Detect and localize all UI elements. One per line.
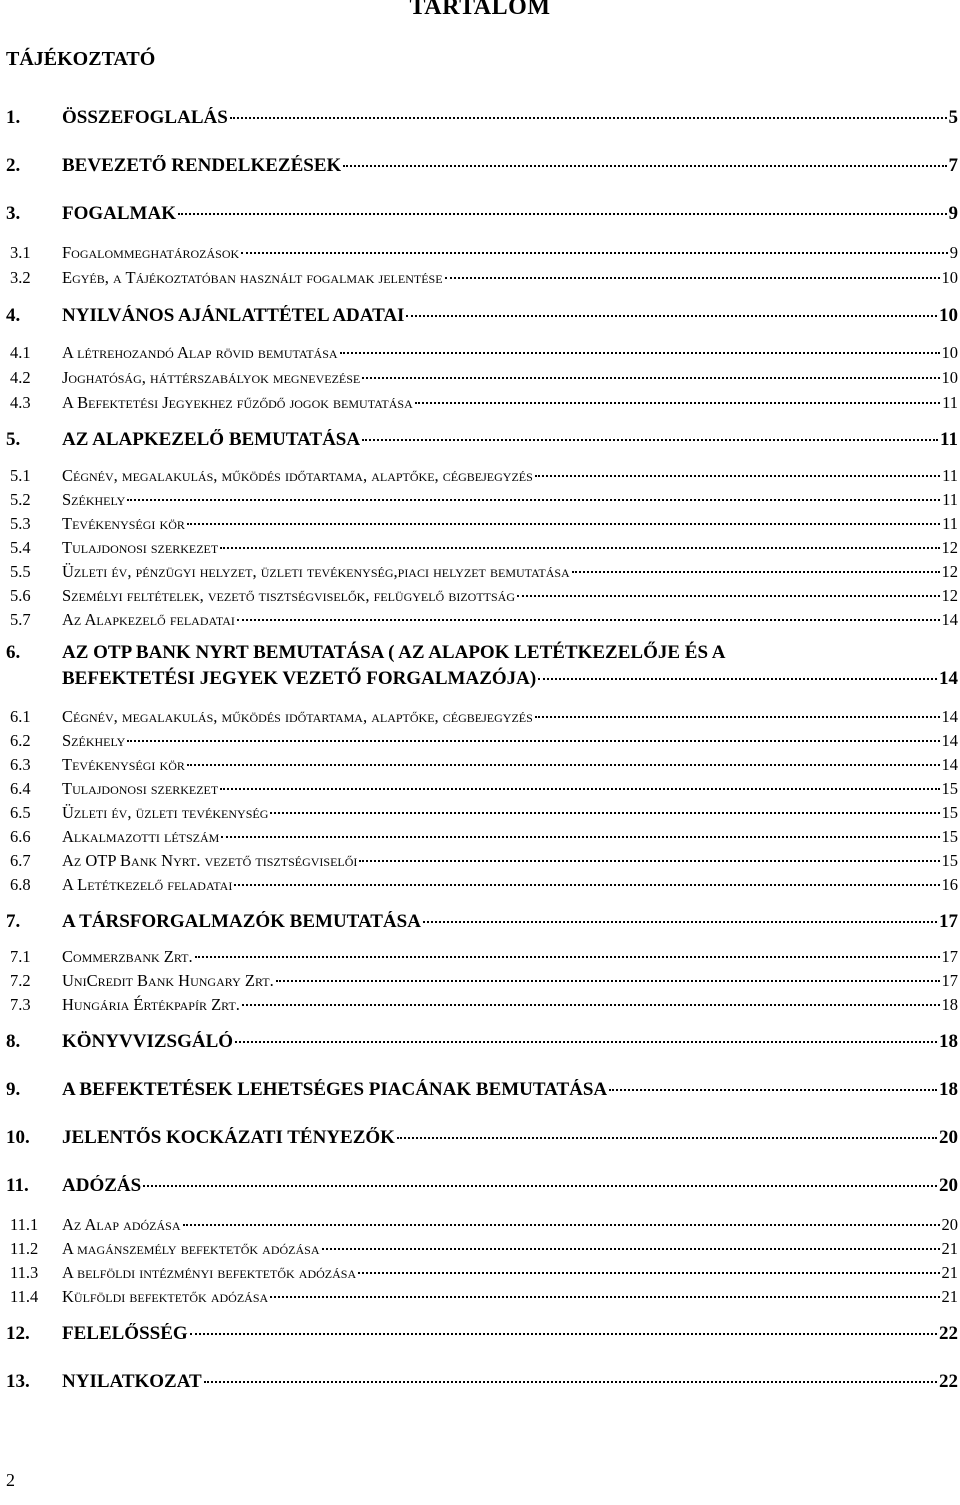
toc-entry-page: 17 (939, 911, 958, 932)
toc-entry[interactable] (6, 1079, 958, 1101)
dot-leader (535, 716, 940, 718)
toc-entry-page: 20 (939, 1175, 958, 1196)
toc-entry-title: NYILVÁNOS AJÁNLATTÉTEL ADATAI (62, 305, 405, 326)
toc-entry-title: A létrehozandó Alap rövid bemutatása (62, 343, 338, 362)
toc-entry-number: 4.1 (10, 343, 31, 362)
toc-entry-title: Tulajdonosi szerkezet (62, 779, 219, 798)
toc-entry-page: 22 (939, 1371, 958, 1392)
toc-entry-title: Commerzbank Zrt. (62, 947, 193, 966)
toc-entry-title: A magánszemély befektetők adózása (62, 1239, 320, 1258)
dot-leader (220, 788, 939, 790)
toc-entry[interactable] (6, 514, 958, 534)
toc-entry-number: 7.1 (10, 947, 31, 966)
toc-entry-number: 2. (6, 155, 21, 176)
toc-entry-title: Az OTP Bank Nyrt. vezető tisztségviselői (62, 851, 358, 870)
toc-entry-number: 11.2 (10, 1239, 39, 1258)
dot-leader (358, 1272, 939, 1274)
toc-entry[interactable] (6, 779, 958, 799)
toc-entry-page: 16 (941, 875, 958, 894)
page-number: 2 (6, 1470, 15, 1490)
toc-entry[interactable] (6, 1263, 958, 1283)
toc-entry-title: A TÁRSFORGALMAZÓK BEMUTATÁSA (62, 911, 421, 932)
dot-leader (362, 377, 939, 379)
dot-leader (406, 315, 937, 317)
dot-leader (187, 764, 940, 766)
toc-entry-page: 17 (941, 971, 958, 990)
toc-entry-number: 3.1 (10, 243, 31, 262)
toc-entry-title: Külföldi befektetők adózása (62, 1287, 269, 1306)
toc-entry-title: Hungária Értékpapír Zrt. (62, 995, 240, 1014)
toc-entry-title: FELELŐSSÉG (62, 1323, 188, 1344)
toc-entry-number: 1. (6, 107, 21, 128)
dot-leader (187, 523, 940, 525)
toc-entry-title: ÖSSZEFOGLALÁS (62, 107, 228, 128)
toc-entry-title: Tevékenységi kör (62, 514, 185, 533)
toc-entry-page: 15 (941, 827, 958, 846)
dot-leader (359, 860, 939, 862)
toc-entry-number: 7.2 (10, 971, 31, 990)
dot-leader (195, 956, 940, 958)
toc-entry-number: 6.4 (10, 779, 31, 798)
toc-entry-title: Üzleti év, üzleti tevékenység (62, 803, 269, 822)
dot-leader (415, 402, 940, 404)
dot-leader (538, 678, 937, 680)
dot-leader (204, 1381, 937, 1383)
toc-entry-number: 8. (6, 1031, 21, 1052)
toc-entry-title: Tulajdonosi szerkezet (62, 538, 219, 557)
toc-entry-number: 6.2 (10, 731, 31, 750)
dot-leader (127, 499, 940, 501)
toc-entry-page: 22 (939, 1323, 958, 1344)
toc-entry-page: 5 (948, 107, 958, 128)
toc-entry-number: 5.1 (10, 466, 31, 485)
toc-entry-title: Üzleti év, pénzügyi helyzet, üzleti tevékenység,piaci helyzet bemutatása (62, 562, 570, 581)
toc-entry[interactable] (6, 875, 958, 895)
toc-entry-page: 11 (942, 466, 958, 485)
toc-entry-title: Joghatóság, háttérszabályok megnevezése (62, 368, 361, 387)
toc-entry-number: 7. (6, 911, 21, 932)
toc-entry-number: 5.7 (10, 610, 31, 629)
toc-entry[interactable] (6, 562, 958, 582)
dot-leader (242, 1004, 940, 1006)
toc-entry[interactable] (6, 1031, 958, 1053)
page-title: TARTALOM (409, 0, 551, 20)
toc-entry-number: 13. (6, 1371, 30, 1392)
dot-leader (322, 1248, 940, 1250)
toc-entry[interactable] (6, 1323, 958, 1345)
toc-entry-title: Alkalmazotti létszám (62, 827, 220, 846)
dot-leader (235, 1041, 937, 1043)
toc-entry-page: 12 (941, 562, 958, 581)
toc-entry-page: 10 (941, 343, 958, 362)
toc-entry-title: Fogalommeghatározások (62, 243, 240, 262)
toc-entry-page: 21 (941, 1239, 958, 1258)
dot-leader (270, 812, 939, 814)
toc-entry-number: 10. (6, 1127, 30, 1148)
toc-entry[interactable] (6, 1127, 958, 1149)
toc-entry-page: 11 (942, 490, 958, 509)
toc-entry-number: 6.8 (10, 875, 31, 894)
toc-entry[interactable] (6, 803, 958, 823)
toc-entry-page: 20 (941, 1215, 958, 1234)
toc-entry-title: Székhely (62, 490, 126, 509)
toc-entry-number: 6.1 (10, 707, 31, 726)
toc-entry-number: 5.5 (10, 562, 31, 581)
toc-entry-title: Székhely (62, 731, 126, 750)
toc-entry-page: 11 (942, 514, 958, 533)
toc-entry-page: 14 (941, 755, 958, 774)
dot-leader (343, 165, 946, 167)
toc-entry-number: 4.2 (10, 368, 31, 387)
toc-entry-title: Az Alap adózása (62, 1215, 181, 1234)
toc-entry-title: A Letétkezelő feladatai (62, 875, 233, 894)
toc-entry-title: Tevékenységi kör (62, 755, 185, 774)
toc-entry-title-line1: AZ OTP BANK NYRT BEMUTATÁSA ( AZ ALAPOK LETÉTKEZELŐJE ÉS A (62, 642, 726, 663)
dot-leader (143, 1185, 937, 1187)
toc-entry[interactable] (6, 971, 958, 991)
toc-entry-title: ADÓZÁS (62, 1175, 142, 1196)
toc-entry[interactable] (6, 707, 958, 727)
toc-entry[interactable] (6, 155, 958, 177)
toc-entry-number: 11.3 (10, 1263, 39, 1282)
dot-leader (178, 213, 947, 215)
toc-entry-title: A Befektetési Jegyekhez fűződő jogok bemutatása (62, 393, 413, 412)
toc-entry-number: 6. (6, 642, 21, 663)
toc-entry[interactable] (6, 305, 958, 327)
toc-entry-title: Egyéb, a Tájékoztatóban használt fogalmak jelentése (62, 268, 443, 287)
dot-leader (362, 439, 938, 441)
toc-entry-page: 14 (941, 610, 958, 629)
toc-entry-page: 18 (941, 995, 958, 1014)
toc-entry[interactable] (6, 995, 958, 1015)
toc-entry[interactable] (6, 538, 958, 558)
toc-entry[interactable] (6, 268, 958, 288)
toc-entry-title: A BEFEKTETÉSEK LEHETSÉGES PIACÁNAK BEMUTATÁSA (62, 1079, 608, 1100)
toc-entry-page: 14 (941, 707, 958, 726)
toc-entry-page: 9 (948, 203, 958, 224)
toc-entry[interactable] (6, 1239, 958, 1259)
dot-leader (397, 1137, 937, 1139)
dot-leader (230, 117, 947, 119)
toc-entry-number: 4. (6, 305, 21, 326)
toc-entry-title: UniCredit Bank Hungary Zrt. (62, 971, 274, 990)
toc-entry[interactable] (6, 368, 958, 388)
toc-entry[interactable] (6, 107, 958, 129)
dot-leader (572, 571, 940, 573)
dot-leader (423, 921, 937, 923)
toc-entry-page: 18 (939, 1079, 958, 1100)
toc-entry-number: 6.5 (10, 803, 31, 822)
toc-entry-page: 11 (940, 429, 958, 450)
dot-leader (190, 1333, 937, 1335)
toc-entry[interactable] (6, 851, 958, 871)
toc-entry-title: Személyi feltételek, vezető tisztségviselők, felügyelő bizottság (62, 586, 516, 605)
toc-entry-page: 14 (939, 668, 958, 689)
toc-entry-number: 12. (6, 1323, 30, 1344)
toc-entry[interactable] (6, 203, 958, 225)
toc-entry-page: 15 (941, 779, 958, 798)
toc-entry-page: 21 (941, 1263, 958, 1282)
toc-entry[interactable] (6, 827, 958, 847)
toc-entry-title: NYILATKOZAT (62, 1371, 202, 1392)
toc-entry-title: BEVEZETŐ RENDELKEZÉSEK (62, 155, 342, 176)
toc-entry-page: 12 (941, 538, 958, 557)
toc-entry[interactable] (6, 1215, 958, 1235)
toc-entry-page: 12 (941, 586, 958, 605)
toc-entry[interactable] (6, 393, 958, 413)
toc-entry[interactable] (6, 1175, 958, 1197)
toc-entry[interactable] (6, 947, 958, 967)
toc-entry-page: 11 (942, 393, 958, 412)
toc-entry-title: FOGALMAK (62, 203, 176, 224)
toc-entry-page: 9 (949, 243, 958, 262)
toc-entry-number: 5. (6, 429, 21, 450)
toc-entry-page: 15 (941, 851, 958, 870)
toc-entry-page: 20 (939, 1127, 958, 1148)
toc-entry[interactable] (6, 429, 958, 451)
toc-entry-number: 5.6 (10, 586, 31, 605)
toc-entry[interactable] (6, 490, 958, 510)
dot-leader (241, 252, 948, 254)
dot-leader (340, 352, 940, 354)
dot-leader (183, 1224, 940, 1226)
dot-leader (445, 277, 940, 279)
toc-entry-title: Cégnév, megalakulás, működés időtartama, alaptőke, cégbejegyzés (62, 466, 533, 485)
toc-entry-number: 3. (6, 203, 21, 224)
toc-entry-number: 6.7 (10, 851, 31, 870)
toc-entry-title: AZ ALAPKEZELŐ BEMUTATÁSA (62, 429, 361, 450)
toc-entry-number: 7.3 (10, 995, 31, 1014)
toc-entry-number: 11.1 (10, 1215, 39, 1234)
toc-entry[interactable] (6, 911, 958, 933)
dot-leader (220, 547, 939, 549)
dot-leader (517, 595, 939, 597)
toc-entry-title: Az Alapkezelő feladatai (62, 610, 235, 629)
toc-entry-page: 10 (939, 305, 958, 326)
toc-entry-number: 11. (6, 1175, 29, 1196)
toc-entry[interactable] (6, 610, 958, 630)
toc-entry-page: 7 (948, 155, 958, 176)
toc-entry[interactable] (6, 1287, 958, 1307)
toc-entry-page: 18 (939, 1031, 958, 1052)
toc-entry-title: Cégnév, megalakulás, működés időtartama, alaptőke, cégbejegyzés (62, 707, 533, 726)
toc-entry-number: 6.6 (10, 827, 31, 846)
toc-entry[interactable] (6, 243, 958, 263)
toc-entry-number: 9. (6, 1079, 21, 1100)
toc-entry-page: 17 (941, 947, 958, 966)
dot-leader (270, 1296, 939, 1298)
dot-leader (276, 980, 940, 982)
toc-entry-number: 5.2 (10, 490, 31, 509)
toc-entry-title: JELENTŐS KOCKÁZATI TÉNYEZŐK (62, 1127, 395, 1148)
document-subtitle: TÁJÉKOZTATÓ (6, 48, 156, 70)
toc-entry-page: 15 (941, 803, 958, 822)
toc-entry-page: 10 (941, 268, 958, 287)
toc-entry[interactable] (6, 755, 958, 775)
toc-entry[interactable] (6, 1371, 958, 1393)
toc-entry-title: A belföldi intézményi befektetők adózása (62, 1263, 357, 1282)
toc-entry-number: 5.3 (10, 514, 31, 533)
toc-entry-number: 5.4 (10, 538, 31, 557)
toc-entry-page: 21 (941, 1287, 958, 1306)
dot-leader (237, 619, 940, 621)
toc-entry-number: 11.4 (10, 1287, 39, 1306)
toc-entry-title-line2: BEFEKTETÉSI JEGYEK VEZETŐ FORGALMAZÓJA) (62, 668, 537, 689)
toc-entry-number: 4.3 (10, 393, 31, 412)
toc-entry-number: 3.2 (10, 268, 31, 287)
dot-leader (221, 836, 939, 838)
toc-entry[interactable] (6, 731, 958, 751)
dot-leader (127, 740, 939, 742)
toc-entry[interactable] (6, 466, 958, 486)
dot-leader (234, 884, 939, 886)
toc-entry[interactable] (6, 343, 958, 363)
dot-leader (609, 1089, 937, 1091)
toc-entry-page: 10 (941, 368, 958, 387)
dot-leader (535, 475, 940, 477)
toc-entry-title: KÖNYVVIZSGÁLÓ (62, 1031, 234, 1052)
toc-entry[interactable] (6, 586, 958, 606)
toc-entry-number: 6.3 (10, 755, 31, 774)
toc-entry-page: 14 (941, 731, 958, 750)
